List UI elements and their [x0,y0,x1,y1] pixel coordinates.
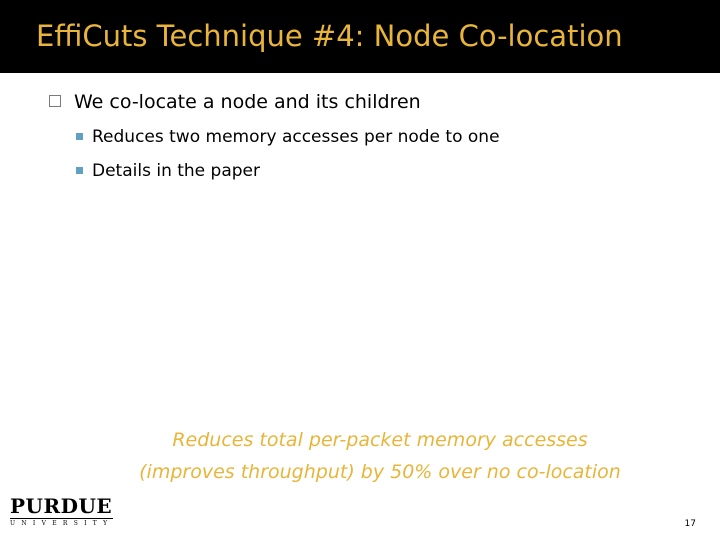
logo-wordmark: PURDUE [10,494,113,518]
highlight-callout [0,424,720,488]
bullet-level2-1: Reduces two memory accesses per node to one [92,127,500,147]
page-number: 17 [684,519,696,529]
bullet-level2-2: Details in the paper [92,161,260,181]
checkbox-bullet-icon [49,95,61,107]
highlight-line-2: (improves throughput) by 50% over no co-location [139,461,621,483]
bullet-level1: We co-locate a node and its children [74,91,421,113]
slide-title: EffiCuts Technique #4: Node Co-location [36,19,623,53]
logo-subtitle: UNIVERSITY [10,520,114,527]
square-bullet-icon [76,133,83,140]
square-bullet-icon [76,167,83,174]
title-bar [0,0,720,73]
purdue-logo [10,496,113,529]
highlight-line-1: Reduces total per-packet memory accesses [172,429,588,451]
